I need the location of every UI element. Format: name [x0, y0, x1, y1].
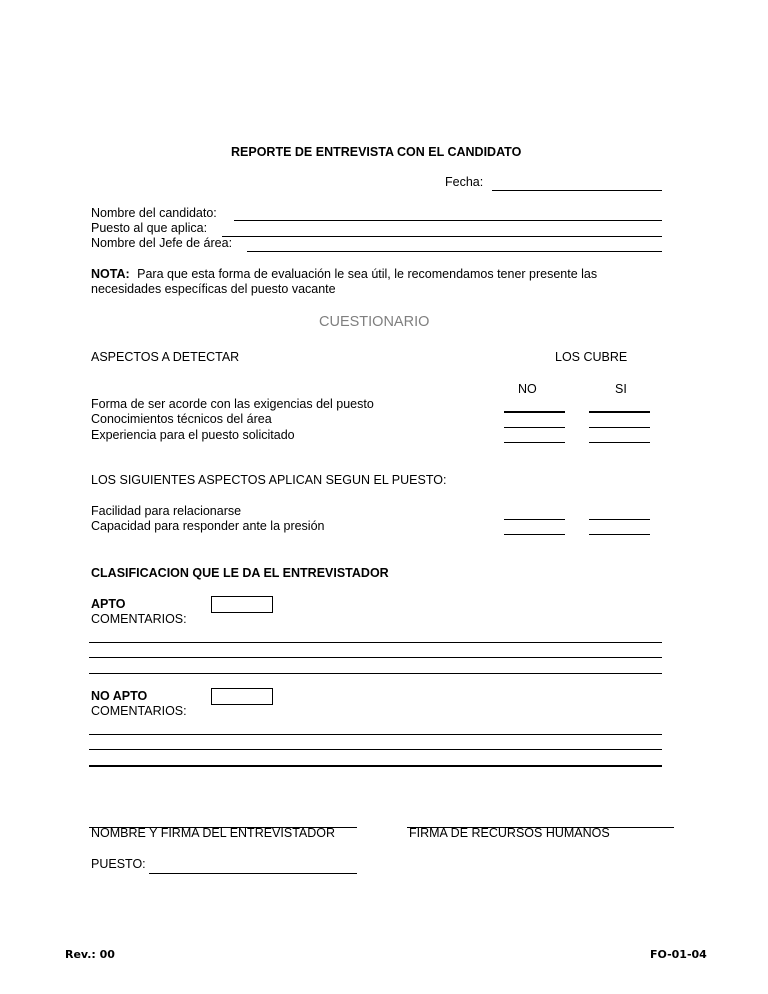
puesto-field[interactable]	[149, 873, 357, 874]
puesto-label: PUESTO:	[91, 857, 146, 871]
no-apto-checkbox[interactable]	[211, 688, 273, 705]
interviewer-signature-label: NOMBRE Y FIRMA DEL ENTREVISTADOR	[91, 826, 336, 840]
revision-label: Rev.: 00	[65, 948, 115, 961]
candidate-name-field[interactable]	[234, 220, 662, 221]
candidate-name-label: Nombre del candidato:	[91, 206, 217, 220]
aspect-3-no-field[interactable]	[504, 442, 565, 443]
extra-aspect-item: Capacidad para responder ante la presión	[91, 519, 325, 533]
position-label: Puesto al que aplica:	[91, 221, 208, 235]
aspects-header: ASPECTOS A DETECTAR	[91, 350, 240, 364]
no-apto-label: NO APTO	[91, 689, 148, 703]
extra-2-no-field[interactable]	[504, 534, 565, 535]
page-title: REPORTE DE ENTREVISTA CON EL CANDIDATO	[231, 145, 522, 159]
note-text-1: Para que esta forma de evaluación le sea útil, le recomendamos tener presente las	[137, 267, 598, 281]
boss-field[interactable]	[247, 251, 662, 252]
no-apto-comments-label: COMENTARIOS:	[91, 704, 187, 718]
classification-title: CLASIFICACION QUE LE DA EL ENTREVISTADOR	[91, 566, 389, 580]
col-si-header: SI	[615, 382, 627, 396]
aspect-3-si-field[interactable]	[589, 442, 650, 443]
note-line-1	[91, 267, 597, 282]
fecha-field[interactable]	[492, 190, 662, 191]
extra-aspect-item: Facilidad para relacionarse	[91, 504, 242, 518]
extra-1-si-field[interactable]	[589, 519, 650, 520]
no-apto-comment-line-3[interactable]	[89, 765, 662, 767]
extra-2-si-field[interactable]	[589, 534, 650, 535]
no-apto-comment-line-2[interactable]	[89, 749, 662, 750]
aspect-2-no-field[interactable]	[504, 427, 565, 428]
apto-checkbox[interactable]	[211, 596, 273, 613]
col-no-header: NO	[518, 382, 537, 396]
note-label: NOTA:	[91, 267, 130, 281]
questionnaire-title: CUESTIONARIO	[319, 314, 430, 330]
aspect-item: Forma de ser acorde con las exigencias del puesto	[91, 397, 374, 411]
apto-comments-label: COMENTARIOS:	[91, 612, 187, 626]
apto-label: APTO	[91, 597, 126, 611]
apto-comment-line-1[interactable]	[89, 642, 662, 643]
form-code: FO-01-04	[650, 948, 707, 961]
apto-comment-line-3[interactable]	[89, 673, 662, 674]
aspect-2-si-field[interactable]	[589, 427, 650, 428]
covers-header: LOS CUBRE	[555, 350, 628, 364]
note-text-2: necesidades específicas del puesto vacante	[91, 282, 336, 296]
apto-comment-line-2[interactable]	[89, 657, 662, 658]
boss-label: Nombre del Jefe de área:	[91, 236, 233, 250]
extra-aspects-header: LOS SIGUIENTES ASPECTOS APLICAN SEGUN EL PUESTO:	[91, 473, 447, 487]
extra-1-no-field[interactable]	[504, 519, 565, 520]
aspect-item: Conocimientos técnicos del área	[91, 412, 272, 426]
fecha-label: Fecha:	[445, 175, 484, 189]
no-apto-comment-line-1[interactable]	[89, 734, 662, 735]
aspect-item: Experiencia para el puesto solicitado	[91, 428, 295, 442]
hr-signature-label: FIRMA DE RECURSOS HUMANOS	[409, 826, 610, 840]
aspect-1-si-field[interactable]	[589, 411, 650, 413]
position-field[interactable]	[222, 236, 662, 237]
aspect-1-no-field[interactable]	[504, 411, 565, 413]
